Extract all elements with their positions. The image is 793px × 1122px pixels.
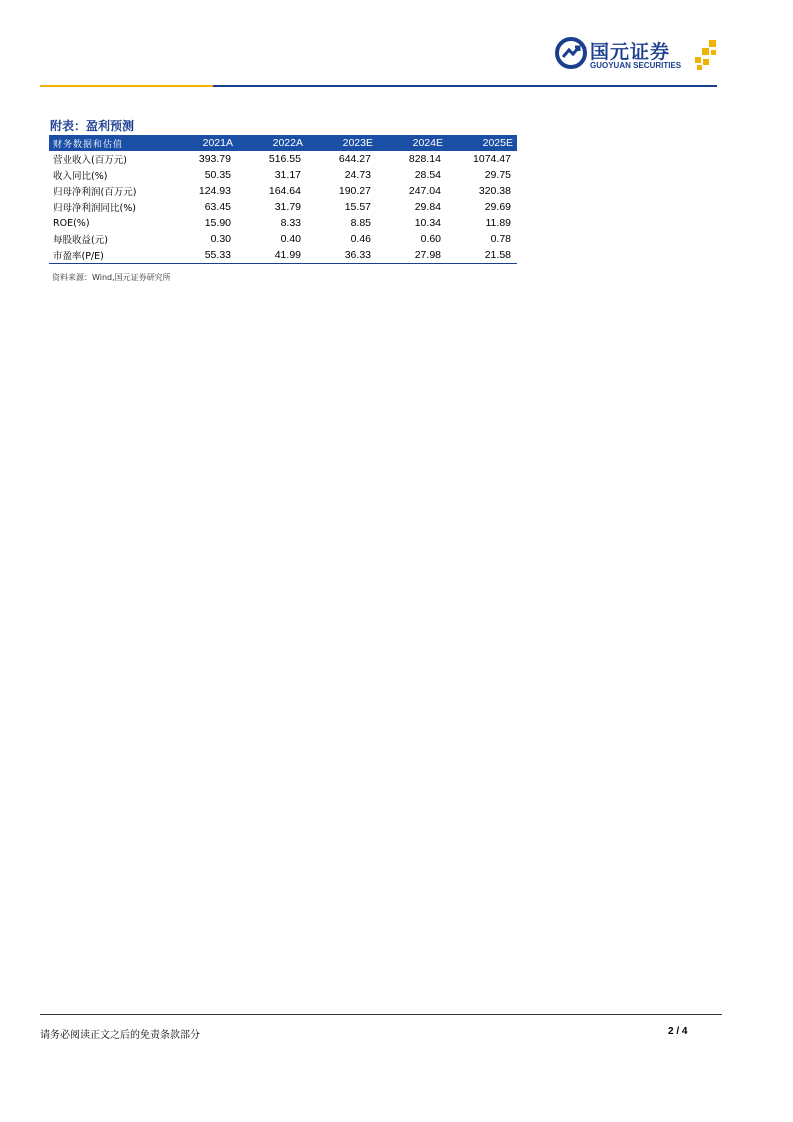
row-label: 市盈率(P/E) bbox=[49, 247, 167, 264]
cell-value: 393.79 bbox=[198, 153, 231, 165]
cell-value: 63.45 bbox=[204, 201, 231, 213]
cell-value: 164.64 bbox=[268, 185, 301, 197]
cell-value: 644.27 bbox=[338, 153, 371, 165]
row-label: 营业收入(百万元) bbox=[53, 155, 127, 166]
cell-value: 29.69 bbox=[484, 201, 511, 213]
cell-value: 41.99 bbox=[237, 247, 307, 264]
cell-value: 29.75 bbox=[484, 169, 511, 181]
row-label: 收入同比(%) bbox=[53, 171, 108, 182]
logo-english-name: GUOYUAN SECURITIES bbox=[590, 61, 682, 70]
row-label: 每股收益(元) bbox=[53, 235, 108, 246]
cell-value: 15.57 bbox=[344, 201, 371, 213]
year-header: 2023E bbox=[307, 135, 377, 151]
cell-value: 124.93 bbox=[198, 185, 231, 197]
header-rule-blue bbox=[213, 85, 717, 87]
cell-value: 8.85 bbox=[350, 217, 371, 229]
table-row bbox=[49, 167, 517, 183]
cell-value: 21.58 bbox=[447, 247, 517, 264]
earnings-forecast-table bbox=[49, 135, 517, 264]
footer-disclaimer: 请务必阅读正文之后的免责条款部分 bbox=[40, 1030, 200, 1041]
company-logo bbox=[555, 37, 720, 73]
table-row bbox=[49, 215, 517, 231]
header-rule-gold bbox=[40, 85, 213, 87]
year-header: 2021A bbox=[167, 135, 237, 151]
row-label: 归母净利润同比(%) bbox=[53, 203, 136, 214]
cell-value: 0.78 bbox=[490, 233, 511, 245]
cell-value: 0.60 bbox=[420, 233, 441, 245]
cell-value: 0.30 bbox=[210, 233, 231, 245]
row-label: ROE(%) bbox=[53, 217, 90, 229]
footer-rule bbox=[40, 1014, 722, 1015]
cell-value: 31.17 bbox=[274, 169, 301, 181]
table-row bbox=[49, 199, 517, 215]
data-source-note: 资料来源：Wind,国元证券研究所 bbox=[52, 273, 171, 282]
cell-value: 31.79 bbox=[274, 201, 301, 213]
row-label: 归母净利润(百万元) bbox=[53, 187, 137, 198]
cell-value: 190.27 bbox=[338, 185, 371, 197]
logo-chinese-name: 国元证券 bbox=[590, 41, 671, 63]
cell-value: 8.33 bbox=[280, 217, 301, 229]
cell-value: 27.98 bbox=[377, 247, 447, 264]
cell-value: 1074.47 bbox=[473, 153, 511, 165]
table-row bbox=[49, 247, 517, 264]
cell-value: 36.33 bbox=[307, 247, 377, 264]
table-header-row bbox=[49, 135, 517, 151]
cell-value: 10.34 bbox=[414, 217, 441, 229]
guoyuan-logo-icon bbox=[555, 37, 587, 69]
cell-value: 55.33 bbox=[167, 247, 237, 264]
cell-value: 247.04 bbox=[408, 185, 441, 197]
cell-value: 516.55 bbox=[268, 153, 301, 165]
cell-value: 29.84 bbox=[414, 201, 441, 213]
year-header: 2024E bbox=[377, 135, 447, 151]
cell-value: 24.73 bbox=[344, 169, 371, 181]
section-title: 附表：盈利预测 bbox=[50, 119, 135, 133]
year-header: 2022A bbox=[237, 135, 307, 151]
cell-value: 320.38 bbox=[478, 185, 511, 197]
table-row bbox=[49, 183, 517, 199]
cell-value: 15.90 bbox=[204, 217, 231, 229]
cell-value: 28.54 bbox=[414, 169, 441, 181]
page-number: 2 / 4 bbox=[668, 1026, 688, 1037]
cell-value: 50.35 bbox=[204, 169, 231, 181]
table-header-label: 财务数据和估值 bbox=[49, 135, 167, 151]
cell-value: 0.40 bbox=[280, 233, 301, 245]
table-row bbox=[49, 231, 517, 247]
cell-value: 11.89 bbox=[485, 217, 511, 229]
table-row bbox=[49, 151, 517, 167]
year-header: 2025E bbox=[447, 135, 517, 151]
cell-value: 828.14 bbox=[408, 153, 441, 165]
cell-value: 0.46 bbox=[350, 233, 371, 245]
logo-squares-icon bbox=[693, 40, 719, 70]
